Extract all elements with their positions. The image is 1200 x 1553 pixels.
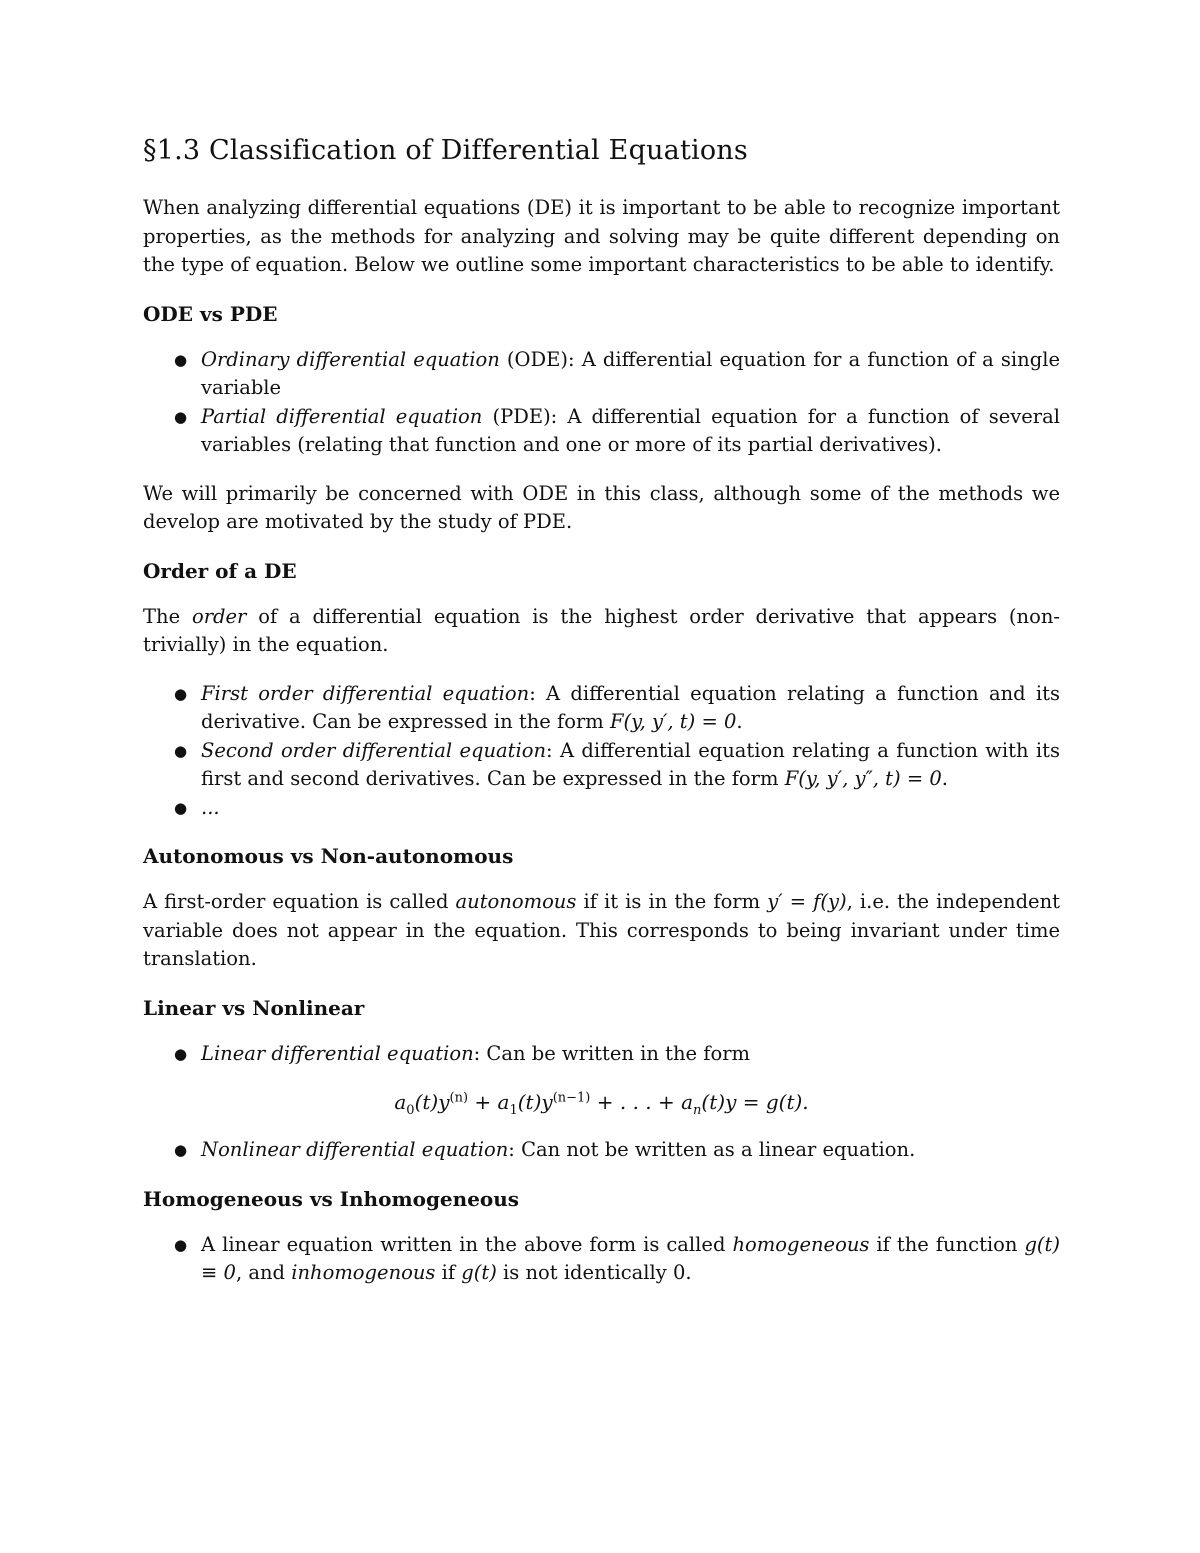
list-item: ● Ordinary differential equation (ODE): A differential equation for a function of a single variable xyxy=(174,347,1060,399)
nonlinear-list xyxy=(143,1136,1060,1165)
bullet-icon: ● xyxy=(174,1235,188,1254)
homogeneous-list xyxy=(143,1231,1060,1288)
heading-linear: Linear vs Nonlinear xyxy=(143,995,365,1020)
bullet-icon: ● xyxy=(174,741,188,760)
linear-list xyxy=(143,1040,1060,1069)
ode-pde-list xyxy=(143,346,1060,460)
list-item: ● Nonlinear differential equation: Can not be written as a linear equation. xyxy=(143,1136,1060,1165)
list-item: ● ... xyxy=(143,794,1060,823)
bullet-icon: ● xyxy=(174,798,188,817)
heading-order: Order of a DE xyxy=(143,558,297,583)
list-item: ● Partial differential equation (PDE): A differential equation for a function of several variables (relating that function and one or more of its partial derivatives). xyxy=(174,404,1060,456)
heading-homogeneous: Homogeneous vs Inhomogeneous xyxy=(143,1186,520,1211)
heading-ode-pde: ODE vs PDE xyxy=(143,301,278,326)
bullet-icon: ● xyxy=(174,350,188,369)
autonomous-paragraph: A first-order equation is called autonomous if it is in the form y′ = f(y), i.e. the independent variable does not appear in the equation. This corresponds to being invariant under time translation. xyxy=(143,890,1060,970)
section-title: §1.3 Classification of Differential Equations xyxy=(143,135,748,166)
bullet-icon: ● xyxy=(174,1141,188,1159)
heading-autonomous: Autonomous vs Non-autonomous xyxy=(143,844,514,868)
ode-note-paragraph: We will primarily be concerned with ODE in this class, although some of the methods we develop are motivated by the study of PDE. xyxy=(143,481,1060,533)
bullet-icon: ● xyxy=(174,407,188,426)
list-item: ● A linear equation written in the above form is called homogeneous if the function g(t) ≡ 0, and inhomogenous if g(t) is not identically 0. xyxy=(174,1232,1060,1284)
document-page xyxy=(143,135,1060,1308)
list-item: ● Second order differential equation: A differential equation relating a function with its first and second derivatives. Can be expressed in the form F(y, y′, y″, t) = 0. xyxy=(174,738,1060,790)
intro-paragraph: When analyzing differential equations (DE) it is important to be able to recognize important properties, as the methods for analyzing and solving may be quite different depending on the type of equation. Below we outline some important characteristics to be able to identify. xyxy=(143,196,1060,276)
order-list xyxy=(143,680,1060,823)
list-item: ● Linear differential equation: Can be written in the form xyxy=(143,1040,1060,1069)
list-item: ● First order differential equation: A differential equation relating a function and its derivative. Can be expressed in the form F(y, y′, t) = 0. xyxy=(174,681,1060,733)
bullet-icon: ● xyxy=(174,1044,188,1063)
linear-equation: $a_0(t)y^{(n)} + a_1(t)y^{(n-1)}$ + . . . + $a_n(t)y = g(t)$. xyxy=(394,1090,809,1118)
order-paragraph: The order of a differential equation is the highest order derivative that appears (non-trivially) in the equation. xyxy=(143,604,1060,656)
bullet-icon: ● xyxy=(174,684,188,703)
